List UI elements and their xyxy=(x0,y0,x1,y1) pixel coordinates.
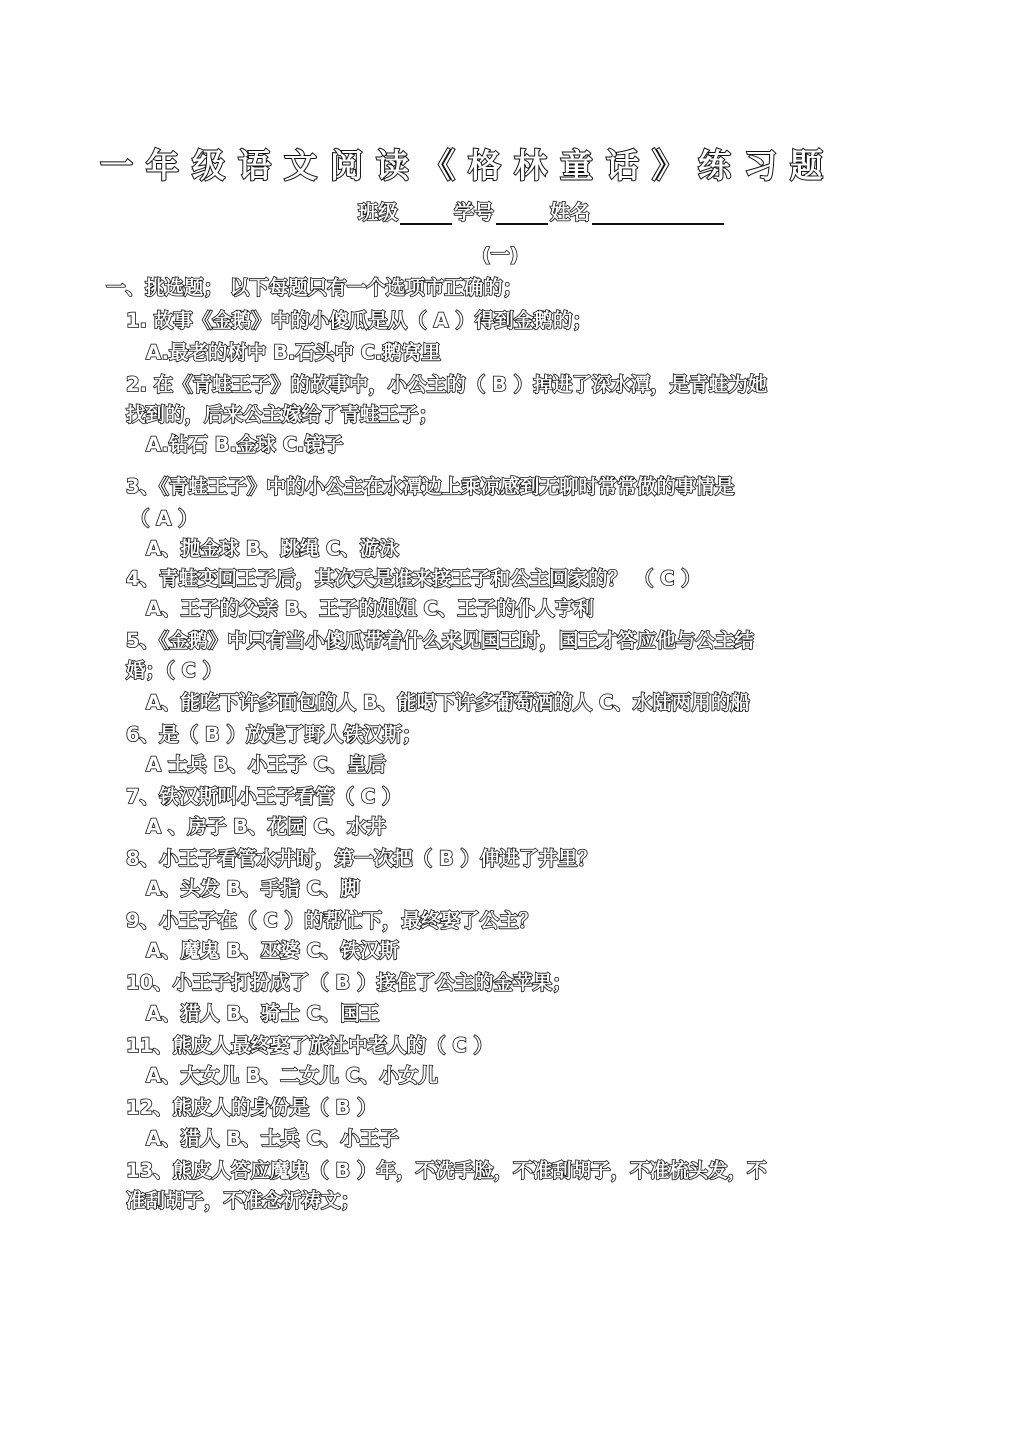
number-label: 学号 xyxy=(454,200,494,224)
student-info-row xyxy=(358,196,726,225)
question-line: A、猎人 B、士兵 C、小王子 xyxy=(146,1127,399,1150)
question-line: A、猎人 B、骑士 C、国王 xyxy=(146,1002,380,1025)
question-line: A、能吃下许多面包的人 B、能喝下许多葡萄酒的人 C、水陆两用的船 xyxy=(146,691,750,714)
name-blank[interactable] xyxy=(592,205,724,225)
question-line: 8、小王子看管水井时，第一次把（ B ）伸进了井里？ xyxy=(126,847,598,870)
question-line: 10、小王子打扮成了（ B ）接住了公主的金苹果； xyxy=(126,971,572,994)
question-line: 7、铁汉斯叫小王子看管（ C ） xyxy=(126,785,402,808)
question-line: 准刮胡子，不准念祈祷文； xyxy=(126,1189,361,1212)
question-line: 6、是（ B ）放走了野人铁汉斯； xyxy=(126,723,422,746)
question-line: A 、房子 B、花园 C、水井 xyxy=(146,815,387,838)
question-line: A、大女儿 B、二女儿 C、小女儿 xyxy=(146,1064,438,1087)
question-line: 12、熊皮人的身份是（ B ） xyxy=(126,1096,377,1119)
question-line: 婚；（ C ） xyxy=(126,659,223,682)
question-line: A、头发 B、手指 C、脚 xyxy=(146,877,360,900)
name-label: 姓名 xyxy=(550,200,590,224)
number-blank[interactable] xyxy=(496,205,548,225)
question-line: 4、青蛙变回王子后，其次天是谁来接王子和公主回家的？ （ C ） xyxy=(126,567,701,590)
question-line: A 士兵 B、小王子 C、皇后 xyxy=(146,753,387,776)
question-line: 找到的，后来公主嫁给了青蛙王子； xyxy=(126,403,439,426)
instructions: 一、挑选题； 以下每题只有一个选项市正确的； xyxy=(106,276,523,299)
question-line: （ A ） xyxy=(130,507,198,530)
class-blank[interactable] xyxy=(400,205,452,225)
question-line: A.钻石 B.金球 C.镜子 xyxy=(146,433,344,456)
question-line: 3、《青蛙王子》中的小公主在水潭边上乘凉感到无聊时常常做的事情是 xyxy=(126,475,735,498)
question-line: A.最老的树中 B.石头中 C.鹅窝里 xyxy=(146,341,441,364)
question-line: 13、熊皮人答应魔鬼（ B ）年，不洗手脸，不准刮胡子，不准梳头发，不 xyxy=(126,1159,767,1182)
question-line: 1. 故事《金鹅》中的小傻瓜是从（ A ）得到金鹅的； xyxy=(126,309,592,332)
question-line: A、抛金球 B、跳绳 C、游泳 xyxy=(146,537,399,560)
question-line: 11、熊皮人最终娶了旅社中老人的（ C ） xyxy=(126,1034,494,1057)
section-heading: (一) xyxy=(482,244,519,266)
question-line: 5、《金鹅》中只有当小傻瓜带着什么来见国王时，国王才答应他与公主结 xyxy=(126,629,754,652)
question-line: 2. 在《青蛙王子》的故事中，小公主的（ B ）掉进了深水潭，是青蛙为她 xyxy=(126,373,768,396)
question-line: 9、小王子在（ C ）的帮忙下，最终娶了公主？ xyxy=(126,909,538,932)
question-line: A、王子的父亲 B、王子的姐姐 C、王子的仆人亨利 xyxy=(146,597,594,620)
class-label: 班级 xyxy=(358,200,398,224)
page-title: 一年级语文阅读《格林童话》练习题 xyxy=(100,146,836,185)
question-line: A、魔鬼 B、巫婆 C、铁汉斯 xyxy=(146,939,399,962)
